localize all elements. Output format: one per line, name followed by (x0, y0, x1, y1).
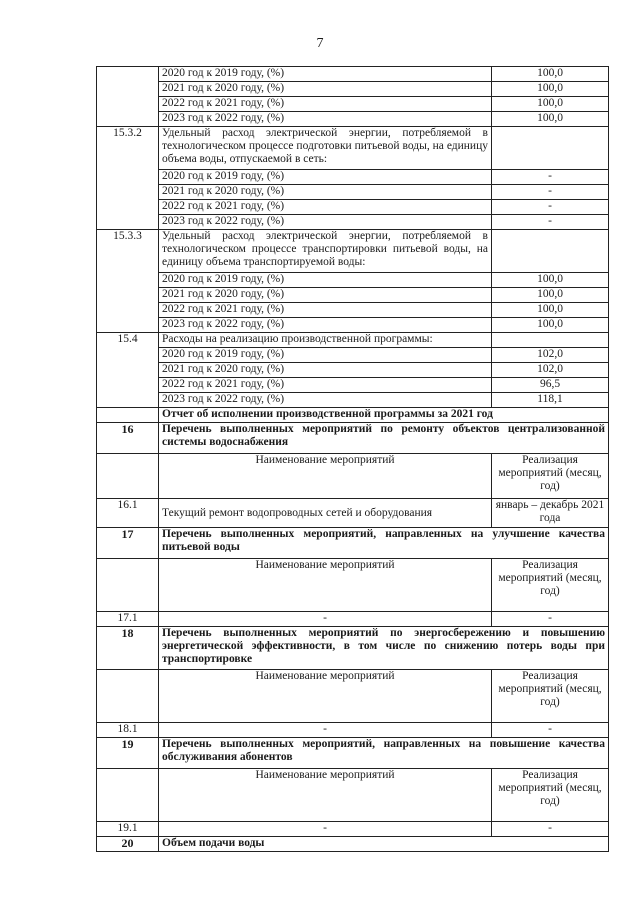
table-row (97, 215, 609, 230)
column-header-name: Наименование мероприятий (159, 559, 492, 612)
row-number-cell (97, 559, 159, 612)
table-row (97, 273, 609, 288)
column-header-name: Наименование мероприятий (159, 769, 492, 822)
row-label: 2022 год к 2021 году, (%) (159, 378, 492, 393)
row-value: - (492, 215, 609, 230)
report-heading: Отчет об исполнении производственной программы за 2021 год (159, 408, 609, 423)
row-value (492, 230, 609, 273)
table-row (97, 363, 609, 378)
program-table (96, 66, 609, 852)
section-row (97, 627, 609, 670)
table-row (97, 499, 609, 528)
row-label: 2020 год к 2019 году, (%) (159, 348, 492, 363)
column-header-period: Реализация мероприятий (месяц, год) (492, 670, 609, 723)
table-row (97, 288, 609, 303)
section-number: 16 (97, 423, 159, 454)
table-row (97, 112, 609, 127)
row-value: 100,0 (492, 273, 609, 288)
table-row (97, 318, 609, 333)
section-row (97, 528, 609, 559)
table-row (97, 408, 609, 423)
table-header-row (97, 559, 609, 612)
row-number: 19.1 (97, 822, 159, 837)
table-header-row (97, 670, 609, 723)
row-label: 2021 год к 2020 году, (%) (159, 82, 492, 97)
section-number: 18 (97, 627, 159, 670)
row-value: 100,0 (492, 67, 609, 82)
row-label: 2021 год к 2020 году, (%) (159, 185, 492, 200)
section-number: 17 (97, 528, 159, 559)
column-header-period: Реализация мероприятий (месяц, год) (492, 769, 609, 822)
row-label: - (159, 612, 492, 627)
row-label: 2023 год к 2022 году, (%) (159, 318, 492, 333)
row-number: 16.1 (97, 499, 159, 528)
row-number: 17.1 (97, 612, 159, 627)
row-label: 2023 год к 2022 году, (%) (159, 393, 492, 408)
column-header-period: Реализация мероприятий (месяц, год) (492, 454, 609, 499)
table-header-row (97, 454, 609, 499)
row-value: 96,5 (492, 378, 609, 393)
row-value: январь – декабрь 2021 года (492, 499, 609, 528)
row-label: 2023 год к 2022 году, (%) (159, 215, 492, 230)
section-title: Перечень выполненных мероприятий по ремонту объектов централизованной системы водоснабжения (159, 423, 609, 454)
row-number-cell (97, 670, 159, 723)
section-title: Перечень выполненных мероприятий, направленных на улучшение качества питьевой воды (159, 528, 609, 559)
row-label: 2020 год к 2019 году, (%) (159, 170, 492, 185)
section-title: Перечень выполненных мероприятий, направленных на повышение качества обслуживания абонентов (159, 738, 609, 769)
section-title: Объем подачи воды (159, 837, 609, 852)
row-value: 100,0 (492, 288, 609, 303)
table-row (97, 333, 609, 348)
section-row (97, 837, 609, 852)
row-value (492, 127, 609, 170)
row-value: 100,0 (492, 97, 609, 112)
row-label: Расходы на реализацию производственной программы: (159, 333, 492, 348)
row-label: 2020 год к 2019 году, (%) (159, 273, 492, 288)
table-row (97, 97, 609, 112)
row-label: Удельный расход электрической энергии, потребляемой в технологическом процессе транспортировки питьевой воды, на единицу объема транспортируемой воды: (159, 230, 492, 273)
row-value: - (492, 170, 609, 185)
table-row (97, 82, 609, 97)
table-row (97, 723, 609, 738)
row-label: Удельный расход электрической энергии, потребляемой в технологическом процессе подготовки питьевой воды, на единицу объема воды, отпускаемой в сеть: (159, 127, 492, 170)
row-number: 15.4 (97, 333, 159, 408)
row-number: 15.3.3 (97, 230, 159, 333)
table-row (97, 200, 609, 215)
section-number: 20 (97, 837, 159, 852)
row-label: 2020 год к 2019 году, (%) (159, 67, 492, 82)
section-row (97, 423, 609, 454)
page-number: 7 (316, 36, 324, 51)
row-label: 2022 год к 2021 году, (%) (159, 303, 492, 318)
table-row (97, 170, 609, 185)
row-value: 118,1 (492, 393, 609, 408)
row-value: 100,0 (492, 82, 609, 97)
column-header-name: Наименование мероприятий (159, 454, 492, 499)
row-value: 102,0 (492, 363, 609, 378)
row-label: Текущий ремонт водопроводных сетей и оборудования (159, 499, 492, 528)
row-number-cell (97, 67, 159, 127)
row-value: 102,0 (492, 348, 609, 363)
row-value: - (492, 723, 609, 738)
table-row (97, 393, 609, 408)
row-number-cell (97, 454, 159, 499)
table-row (97, 230, 609, 273)
table-row (97, 378, 609, 393)
table-row (97, 67, 609, 82)
column-header-name: Наименование мероприятий (159, 670, 492, 723)
table-row (97, 185, 609, 200)
row-label: 2022 год к 2021 году, (%) (159, 97, 492, 112)
row-number: 15.3.2 (97, 127, 159, 230)
row-label: 2021 год к 2020 году, (%) (159, 288, 492, 303)
row-number-cell (97, 769, 159, 822)
row-label: 2022 год к 2021 году, (%) (159, 200, 492, 215)
row-value: 100,0 (492, 318, 609, 333)
row-value: - (492, 200, 609, 215)
row-value: - (492, 185, 609, 200)
table-row (97, 612, 609, 627)
row-value: 100,0 (492, 112, 609, 127)
table-row (97, 127, 609, 170)
row-value (492, 333, 609, 348)
table-row (97, 822, 609, 837)
section-title: Перечень выполненных мероприятий по энергосбережению и повышению энергетической эффективности, в том числе по снижению потерь воды при транспортировке (159, 627, 609, 670)
table-row (97, 348, 609, 363)
table-row (97, 303, 609, 318)
row-value: - (492, 822, 609, 837)
column-header-period: Реализация мероприятий (месяц, год) (492, 559, 609, 612)
row-label: - (159, 723, 492, 738)
row-label: 2021 год к 2020 году, (%) (159, 363, 492, 378)
row-number: 18.1 (97, 723, 159, 738)
row-label: - (159, 822, 492, 837)
row-value: - (492, 612, 609, 627)
section-number: 19 (97, 738, 159, 769)
row-number-cell (97, 408, 159, 423)
row-value: 100,0 (492, 303, 609, 318)
section-row (97, 738, 609, 769)
table-header-row (97, 769, 609, 822)
row-label: 2023 год к 2022 году, (%) (159, 112, 492, 127)
